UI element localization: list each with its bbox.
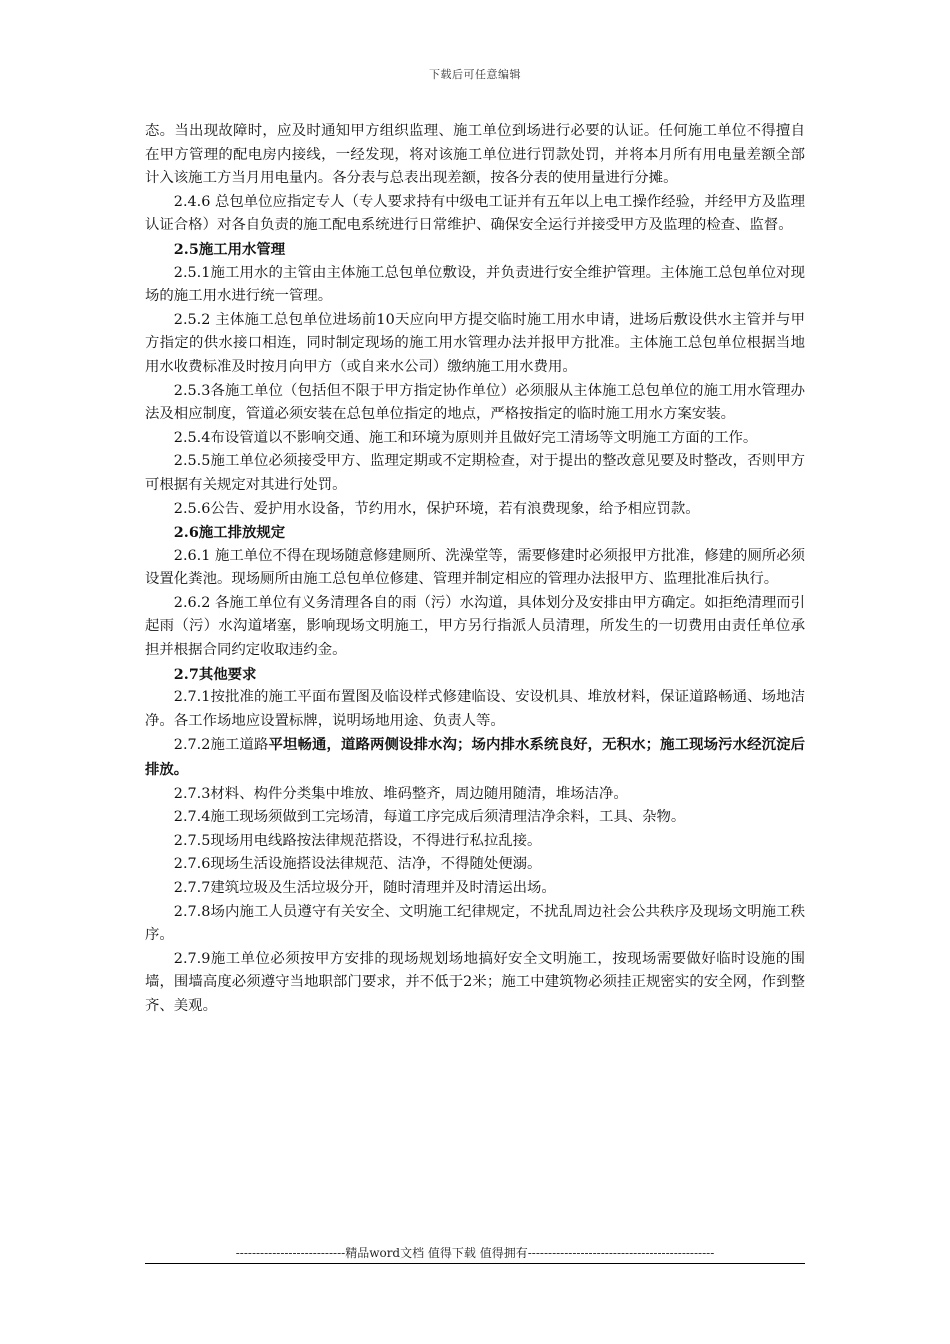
paragraph: 2.6.1 施工单位不得在现场随意修建厕所、洗澡堂等，需要修建时必须报甲方批准，修建的厕所必须设置化粪池。现场厕所由施工总包单位修建、管理并制定相应的管理办法报甲方、监理批准后执行。 [145, 547, 806, 588]
paragraph: 2.4.6 总包单位应指定专人（专人要求持有中级电工证并有五年以上电工操作经验，并经甲方及监理认证合格）对各自负责的施工配电系统进行日常维护、确保安全运行并接受甲方及监理的检查、监督。 [145, 193, 806, 234]
paragraph: 2.7.9施工单位必须按甲方安排的现场规划场地搞好安全文明施工，按现场需要做好临时设施的围墙，围墙高度必须遵守当地职部门要求，并不低于2米；施工中建筑物必须挂正规密实的安全网，作到整齐、美观。 [145, 950, 805, 1014]
paragraph: 2.5.3各施工单位（包括但不限于甲方指定协作单位）必须服从主体施工总包单位的施工用水管理办法及相应制度，管道必须安装在总包单位指定的地点，严格按指定的临时施工用水方案安装。 [145, 382, 805, 423]
paragraph: 2.5.1施工用水的主管由主体施工总包单位敷设，并负责进行安全维护管理。主体施工总包单位对现场的施工用水进行统一管理。 [145, 264, 805, 305]
paragraph-prefix: 2.7.2施工道路 [173, 737, 269, 754]
paragraph: 2.5.4布设管道以不影响交通、施工和环境为原则并且做好完工清场等文明施工方面的工作。 [173, 429, 758, 446]
paragraph: 2.7.5现场用电线路按法律规范搭设，不得进行私拉乱接。 [173, 832, 542, 849]
document-body [145, 120, 805, 1019]
section-heading: 2.5施工用水管理 [173, 240, 286, 258]
paragraph: 2.5.6公告、爱护用水设备，节约用水，保护环境，若有浪费现象，给予相应罚款。 [173, 500, 700, 517]
bold-emphasis: 平坦畅通，道路两侧设排水沟；场内排水系统良好，无积水；施工现场污水经沉淀后排放。 [145, 736, 805, 779]
paragraph: 2.7.4施工现场须做到工完场清，每道工序完成后须清理洁净余料，工具、杂物。 [173, 809, 686, 826]
page-header: 下载后可任意编辑 [429, 68, 521, 81]
footer-rule [145, 1263, 805, 1264]
paragraph: 2.5.5施工单位必须接受甲方、监理定期或不定期检查，对于提出的整改意见要及时整改，否则甲方可根据有关规定对其进行处罚。 [145, 453, 805, 493]
paragraph: 2.7.7建筑垃圾及生活垃圾分开，随时清理并及时清运出场。 [173, 880, 556, 896]
paragraph: 2.7.1按批准的施工平面布置图及临设样式修建临设、安设机具、堆放材料，保证道路畅通、场地洁净。各工作场地应设置标牌，说明场地用途、负责人等。 [145, 689, 805, 729]
paragraph: 2.5.2 主体施工总包单位进场前10天应向甲方提交临时施工用水申请，进场后敷设供水主管并与甲方指定的供水接口相连，同时制定现场的施工用水管理办法并报甲方批准。主体施工总包单位根据当地用水收费标准及时按月向甲方（或自来水公司）缴纳施工用水费用。 [145, 311, 805, 375]
paragraph: 态。当出现故障时，应及时通知甲方组织监理、施工单位到场进行必要的认证。任何施工单位不得擅自在甲方管理的配电房内接线，一经发现，将对该施工单位进行罚款处罚，并将本月所有用电量差额全部计入该施工方当月用电量内。各分表与总表出现差额，按各分表的使用量进行分摊。 [145, 123, 805, 187]
paragraph: 2.6.2 各施工单位有义务清理各自的雨（污）水沟道，具体划分及安排由甲方确定。如拒绝清理而引起雨（污）水沟道堵塞，影响现场文明施工，甲方另行指派人员清理，所发生的一切费用由责任单位承担并根据合同约定收取违约金。 [145, 594, 806, 659]
paragraph: 2.7.6现场生活设施搭设法律规范、洁净，不得随处便溺。 [173, 856, 542, 873]
paragraph: 2.7.3材料、构件分类集中堆放、堆码整齐，周边随用随清，堆场洁净。 [173, 785, 628, 802]
section-heading: 2.7其他要求 [173, 665, 257, 683]
paragraph: 2.7.8场内施工人员遵守有关安全、文明施工纪律规定，不扰乱周边社会公共秩序及现场文明施工秩序。 [145, 903, 805, 944]
section-heading: 2.6施工排放规定 [173, 524, 286, 542]
paragraph-mixed-bold [145, 733, 805, 782]
page-footer: ---------------------------精品word文档 值得下载 值得拥有---------------------------------------------- [235, 1246, 715, 1260]
